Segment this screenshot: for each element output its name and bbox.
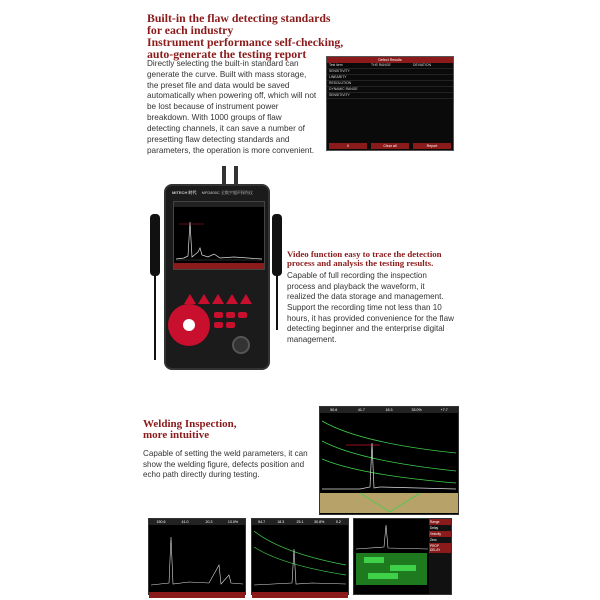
readout-value: 18.3 (277, 520, 285, 524)
section-title-welding (143, 419, 263, 441)
thumb-waveform (149, 525, 245, 587)
readout-value: 150.6 (156, 520, 166, 524)
section-text-standards: Directly selecting the built-in standard can generate the curve. Built with mass storage, the preset file and data would be saved automatically when powering off, which will not be lost because of instrument power breakdown. With 1000 groups of flaw detecting channels, it can save a number of presetting flaw detecting standards and parameters, the operation is more convenient. (147, 59, 317, 155)
strap (276, 274, 278, 330)
section-title-standards (147, 12, 357, 60)
key[interactable] (214, 312, 223, 318)
column-header: Test item (329, 63, 343, 67)
readout-value: 41.7 (357, 408, 365, 412)
column-header: THS RANGE (371, 63, 391, 67)
title-line: auto-generate the testing report (147, 47, 307, 62)
title-line: Video function easy to trace the detection (287, 249, 442, 259)
title-line: Instrument performance self-checking, (147, 35, 344, 50)
brand-logo: MITECH 时代 (172, 190, 197, 195)
results-title: Defect Results (327, 57, 453, 63)
readout-value: 50.6 (330, 408, 338, 412)
section-title-video (287, 250, 462, 268)
row-label: LINEARITY (329, 75, 347, 79)
readout-value: 0.2 (335, 520, 341, 524)
probe-connector (222, 166, 226, 186)
device-screen (173, 201, 265, 270)
title-line: Built-in the flaw detecting standards (147, 11, 331, 25)
thumb-bottom-bar (252, 592, 348, 598)
thumbnail-screen-3 (353, 518, 452, 595)
title-line: more intuitive (143, 429, 210, 442)
report-button[interactable]: Report (413, 143, 451, 149)
readout-value: 33.0% (411, 408, 422, 412)
readout-value: 13.0% (227, 520, 239, 524)
row-label: SENSITIVITY (329, 93, 350, 97)
menu-item-range[interactable]: Range (429, 519, 451, 525)
close-button[interactable]: X (329, 143, 367, 149)
function-key[interactable] (240, 294, 252, 304)
readout-value: 18.3 (385, 408, 393, 412)
thumbnail-screen-1 (148, 518, 246, 595)
readout-value: 25.1 (296, 520, 304, 524)
key[interactable] (238, 312, 247, 318)
results-button-bar (327, 143, 453, 150)
section-text-welding: Capable of setting the weld parameters, it can show the welding figure, defects position and echo path directly during testing. (143, 449, 308, 480)
thumb-bottom-bar (149, 592, 245, 598)
title-line: process and analysis the testing results. (287, 257, 434, 268)
model-label: MFD800C 全数字超声探伤仪 (201, 190, 253, 195)
side-handle-right (272, 214, 282, 276)
probe-connector (234, 166, 238, 186)
thumb-side-menu (429, 519, 451, 594)
side-handle-left (150, 214, 160, 276)
thumbnail-screen-2 (251, 518, 349, 595)
key[interactable] (214, 322, 223, 328)
column-header: DEVIATION (413, 63, 432, 67)
readout-value: +7.7 (440, 408, 448, 412)
function-key[interactable] (212, 294, 224, 304)
readout-value: 30.8% (314, 520, 325, 524)
device-brand-bar (172, 188, 262, 197)
menu-item-zero[interactable]: Zero (430, 538, 437, 542)
menu-item-prop-delay[interactable]: PROP DELAY (429, 543, 451, 553)
readout-value: 41.0 (181, 520, 189, 524)
function-key[interactable] (184, 294, 196, 304)
readout-value: 20.3 (205, 520, 213, 524)
function-key[interactable] (198, 294, 210, 304)
title-line: for each industry (147, 23, 234, 38)
clear-all-button[interactable]: Clear all (371, 143, 409, 149)
row-label: RESOLUTION (329, 81, 352, 85)
row-label: SENSITIVITY (329, 69, 350, 73)
weld-waveform (320, 413, 458, 513)
waveform-display (174, 202, 264, 269)
strap (154, 274, 156, 360)
key[interactable] (226, 312, 235, 318)
pad-center-button[interactable] (183, 319, 195, 331)
flaw-detector-device (150, 166, 282, 368)
thumb-scan-image (354, 519, 429, 589)
results-row (327, 93, 453, 99)
rotary-knob[interactable] (232, 336, 250, 354)
menu-item-delay[interactable]: Delay (430, 526, 439, 530)
direction-pad[interactable] (168, 304, 210, 346)
section-text-video: Capable of full recording the inspection process and playback the waveform, it realized the data storage and management. Support the recording time not less than 10 hours, it has provided convenience for the flaw detecting beginner and the enterprise digital management. (287, 271, 454, 345)
key[interactable] (226, 322, 235, 328)
weld-screen (319, 406, 459, 515)
row-label: DYNAMIC RANGE (329, 87, 358, 91)
function-key[interactable] (226, 294, 238, 304)
title-line: Welding Inspection, (143, 418, 237, 430)
readout-value: 54.7 (258, 520, 266, 524)
thumb-waveform (252, 525, 348, 587)
results-screen (326, 56, 454, 151)
menu-item-velocity[interactable]: Velocity (429, 531, 451, 537)
